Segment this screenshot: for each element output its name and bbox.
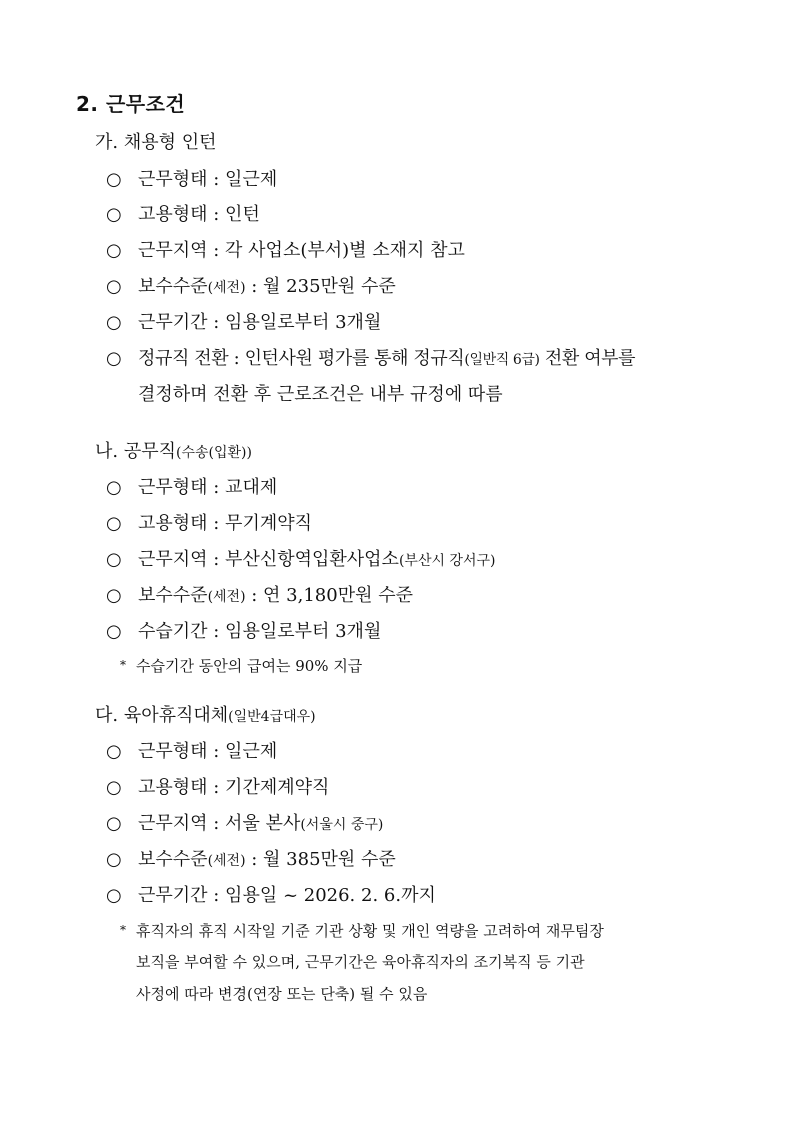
subsection-title-public: 나. 공무직(수송(입환)) (95, 441, 252, 462)
intern-item-work-location: ○ 근무지역 : 각 사업소(부서)별 소재지 참고 (106, 240, 465, 261)
leave-item-work-type: ○ 근무형태 : 일근제 (106, 741, 278, 762)
bullet-circle-icon: ○ (106, 312, 122, 333)
bullet-circle-icon: ○ (106, 477, 122, 498)
asterisk-icon: * (120, 923, 126, 937)
intern-item-conversion: ○ 정규직 전환 : 인턴사원 평가를 통해 정규직(일반직 6급) 전환 여부를 (106, 348, 636, 369)
leave-item-salary: ○ 보수수준(세전) : 월 385만원 수준 (106, 849, 396, 870)
leave-item-work-period: ○ 근무기간 : 임용일 ~ 2026. 2. 6.까지 (106, 885, 436, 906)
leave-note-line-2: 보직을 부여할 수 있으며, 근무기간은 육아휴직자의 조기복직 등 기관 (136, 953, 585, 971)
intern-item-employment-type: ○ 고용형태 : 인턴 (106, 204, 260, 225)
bullet-circle-icon: ○ (106, 240, 122, 261)
bullet-circle-icon: ○ (106, 204, 122, 225)
bullet-circle-icon: ○ (106, 621, 122, 642)
leave-note-line-1: * 휴직자의 휴직 시작일 기준 기관 상황 및 개인 역량을 고려하여 재무팀장 (120, 922, 604, 940)
bullet-circle-icon: ○ (106, 348, 122, 369)
intern-conversion-continuation: 결정하며 전환 후 근로조건은 내부 규정에 따름 (138, 384, 503, 405)
leave-note-line-3: 사정에 따라 변경(연장 또는 단축) 될 수 있음 (136, 985, 428, 1003)
subsection-title-leave: 다. 육아휴직대체(일반4급대우) (95, 705, 316, 726)
intern-item-salary: ○ 보수수준(세전) : 월 235만원 수준 (106, 276, 396, 297)
public-item-probation: ○ 수습기간 : 임용일로부터 3개월 (106, 621, 382, 642)
bullet-circle-icon: ○ (106, 585, 122, 606)
public-item-employment-type: ○ 고용형태 : 무기계약직 (106, 513, 312, 534)
section-title: 2. 근무조건 (76, 92, 186, 116)
bullet-circle-icon: ○ (106, 885, 122, 906)
bullet-circle-icon: ○ (106, 777, 122, 798)
public-item-work-location: ○ 근무지역 : 부산신항역입환사업소(부산시 강서구) (106, 549, 496, 570)
bullet-circle-icon: ○ (106, 813, 122, 834)
subsection-title-intern: 가. 채용형 인턴 (95, 132, 217, 153)
intern-item-work-period: ○ 근무기간 : 임용일로부터 3개월 (106, 312, 382, 333)
asterisk-icon: * (120, 658, 126, 672)
bullet-circle-icon: ○ (106, 169, 122, 190)
bullet-circle-icon: ○ (106, 741, 122, 762)
public-item-salary: ○ 보수수준(세전) : 연 3,180만원 수준 (106, 585, 413, 606)
public-item-work-type: ○ 근무형태 : 교대제 (106, 477, 278, 498)
intern-item-work-type: ○ 근무형태 : 일근제 (106, 169, 278, 190)
leave-item-employment-type: ○ 고용형태 : 기간제계약직 (106, 777, 330, 798)
bullet-circle-icon: ○ (106, 513, 122, 534)
bullet-circle-icon: ○ (106, 276, 122, 297)
bullet-circle-icon: ○ (106, 849, 122, 870)
bullet-circle-icon: ○ (106, 549, 122, 570)
public-probation-note: * 수습기간 동안의 급여는 90% 지급 (120, 657, 363, 675)
leave-item-work-location: ○ 근무지역 : 서울 본사(서울시 중구) (106, 813, 384, 834)
